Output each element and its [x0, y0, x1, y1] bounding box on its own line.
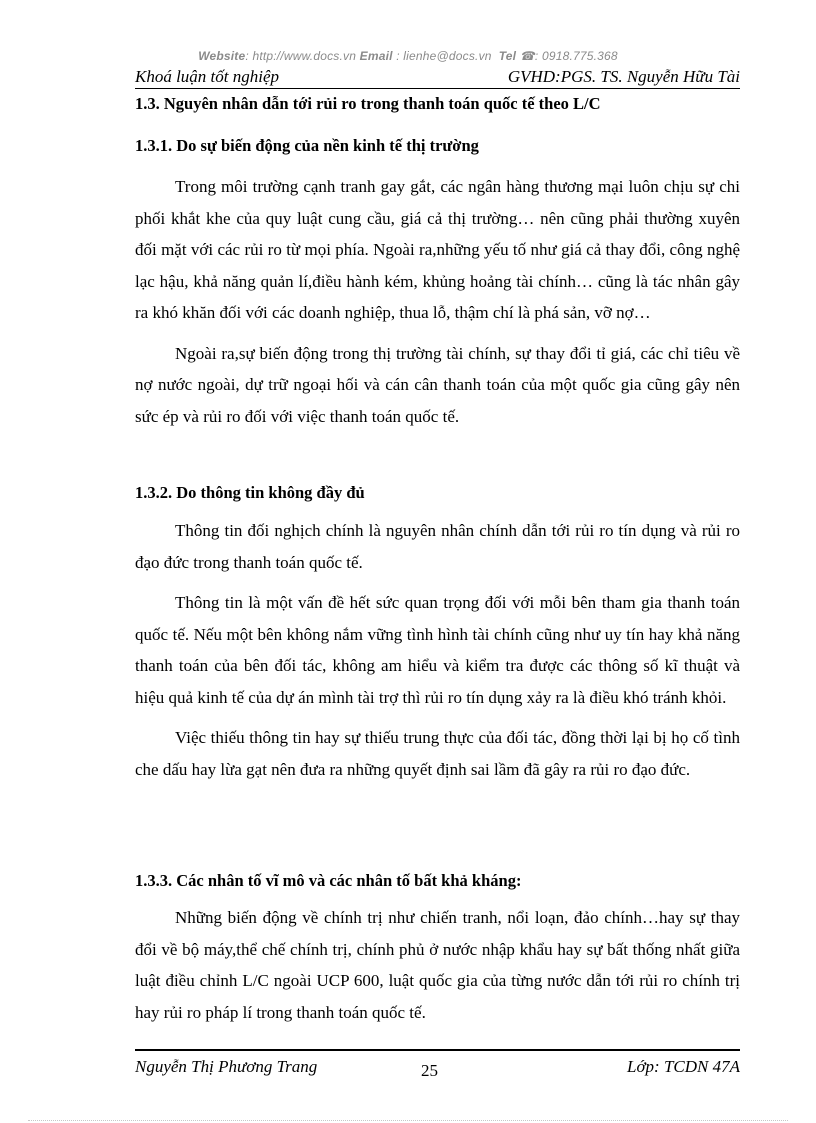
paragraph: Những biến động về chính trị như chiến tranh, nổi loạn, đảo chính…hay sự thay đổi về bộ máy,thể chế chính trị, chính phủ ở nước nhập khẩu hay sự bất thống nhất giữa luật điều chỉnh L/C ngoài UCP 600, luật quốc gia của từng nước dẫn tới rủi ro chính trị hay rủi ro pháp lí trong thanh toán quốc tế.: [135, 908, 740, 1022]
subsection-heading-1: 1.3.1. Do sự biến động của nền kinh tế thị trường: [135, 136, 479, 155]
page-header: [135, 66, 740, 89]
section-title: 1.3. Nguyên nhân dẫn tới rủi ro trong thanh toán quốc tế theo L/C: [135, 94, 601, 113]
subsection-heading-2: 1.3.2. Do thông tin không đầy đủ: [135, 483, 365, 502]
subsection-heading-3: 1.3.3. Các nhân tố vĩ mô và các nhân tố bất khả kháng:: [135, 871, 522, 890]
page-number: 25: [421, 1061, 438, 1080]
subsection-body-2: [135, 515, 740, 785]
header-thesis-label: Khoá luận tốt nghiệp: [135, 67, 280, 86]
subsection-body-1: [135, 171, 740, 432]
email-address: : lienhe@docs.vn: [392, 49, 492, 63]
website-url: : http://www.docs.vn: [245, 49, 357, 63]
tel-label: Tel: [498, 49, 517, 63]
subsection-body-3: [135, 902, 740, 1028]
paragraph: Việc thiếu thông tin hay sự thiếu trung thực của đối tác, đồng thời lại bị họ cố tình che dấu hay lừa gạt nên đưa ra những quyết định sai lầm đã gây ra rủi ro đạo đức.: [135, 728, 740, 779]
phone-number: ☎: 0918.775.368: [519, 49, 618, 63]
footer-author: Nguyễn Thị Phương Trang: [135, 1057, 318, 1076]
bottom-dotted-rule: [28, 1120, 788, 1121]
paragraph: Trong môi trường cạnh tranh gay gắt, các ngân hàng thương mại luôn chịu sự chi phối khắt khe của quy luật cung cầu, giá cả thị trường… nên cũng phải thường xuyên đối mặt với các rủi ro từ mọi phía. Ngoài ra,những yếu tố như giá cả thay đổi, công nghệ lạc hậu, khả năng quản lí,điều hành kém, khủng hoảng tài chính… cũng là tác nhân gây ra khó khăn đối với các doanh nghiệp, thua lỗ, thậm chí là phá sản, vỡ nợ…: [135, 177, 740, 322]
email-label: Email: [359, 49, 393, 63]
paragraph: Ngoài ra,sự biến động trong thị trường tài chính, sự thay đổi tỉ giá, các chỉ tiêu về nợ nước ngoài, dự trữ ngoại hối và cán cân thanh toán của một quốc gia cũng gây nên sức ép và rủi ro đối với việc thanh toán quốc tế.: [135, 343, 740, 426]
page-footer: [135, 1049, 740, 1081]
header-advisor: GVHD:PGS. TS. Nguyễn Hữu Tài: [507, 67, 740, 86]
footer-class: Lớp: TCDN 47A: [627, 1057, 740, 1076]
paragraph: Thông tin đối nghịch chính là nguyên nhân chính dẫn tới rủi ro tín dụng và rủi ro đạo đức trong thanh toán quốc tế.: [135, 521, 740, 572]
website-label: Website: [198, 49, 246, 63]
paragraph: Thông tin là một vấn đề hết sức quan trọng đối với mỗi bên tham gia thanh toán quốc tế. Nếu một bên không nắm vững tình hình tài chính cũng như uy tín hay khả năng thanh toán của bên đối tác, không am hiểu và kiểm tra được các thông số kĩ thuật và hiệu quả kinh tế của dự án mình tài trợ thì rủi ro tín dụng xảy ra là điều khó tránh khỏi.: [135, 593, 740, 707]
website-line: [0, 49, 816, 63]
